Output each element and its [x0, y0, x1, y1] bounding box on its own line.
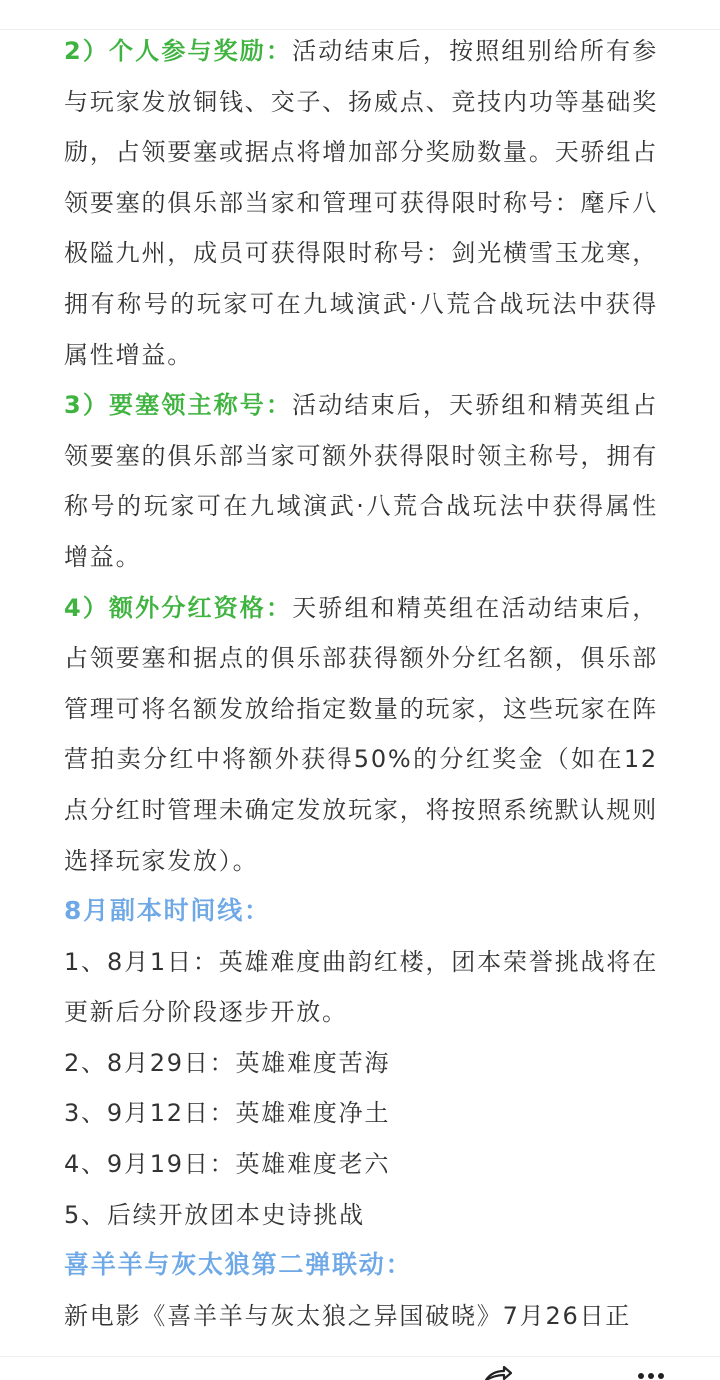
- text-lord-title: 活动结束后，天骄组和精英组占领要塞的俱乐部当家可额外获得限时领主称号，拥有称号的玩家可在九域演武·八荒合战玩法中获得属性增益。: [64, 391, 659, 571]
- timeline-item: 4、9月19日：英雄难度老六: [64, 1150, 391, 1179]
- timeline-item: 2、8月29日：英雄难度苦海: [64, 1048, 391, 1077]
- bottom-toolbar: [0, 1357, 720, 1380]
- label-dividend: 4）额外分红资格：: [64, 593, 293, 622]
- timeline-item: 5、后续开放团本史诗挑战: [64, 1200, 365, 1229]
- paragraph-dividend: [64, 583, 658, 887]
- timeline-heading: 8月副本时间线：: [64, 896, 271, 926]
- collab-text: 新电影《喜羊羊与灰太狼之异国破晓》7月26日正: [64, 1301, 632, 1330]
- text-personal-reward: 活动结束后，按照组别给所有参与玩家发放铜钱、交子、扬威点、竞技内功等基础奖励，占领要塞或据点将增加部分奖励数量。天骄组占领要塞的俱乐部当家和管理可获得限时称号：麾斥八极隘九州，成员可获得限时称号：剑光横雪玉龙寒，拥有称号的玩家可在九域演武·八荒合战玩法中获得属性增益。: [64, 37, 659, 369]
- text-dividend: 天骄组和精英组在活动结束后，占领要塞和据点的俱乐部获得额外分红名额，俱乐部管理可将名额发放给指定数量的玩家，这些玩家在阵营拍卖分红中将额外获得50%的分红奖金（如在12点分红时管理未确定发放玩家，将按照系统默认规则选择玩家发放）。: [64, 593, 659, 875]
- timeline-item: 1、8月1日：英雄难度曲韵红楼，团本荣誉挑战将在更新后分阶段逐步开放。: [64, 947, 658, 1027]
- share-icon[interactable]: [482, 1366, 512, 1380]
- timeline-item: 3、9月12日：英雄难度净土: [64, 1099, 391, 1128]
- paragraph-lord-title: [64, 380, 658, 582]
- article-body: [64, 26, 658, 1341]
- more-icon[interactable]: [636, 1369, 666, 1380]
- paragraph-personal-reward: [64, 26, 658, 380]
- collab-heading: 喜羊羊与灰太狼第二弹联动：: [64, 1250, 413, 1280]
- label-personal-reward: 2）个人参与奖励：: [64, 37, 293, 65]
- label-lord-title: 3）要塞领主称号：: [64, 391, 293, 420]
